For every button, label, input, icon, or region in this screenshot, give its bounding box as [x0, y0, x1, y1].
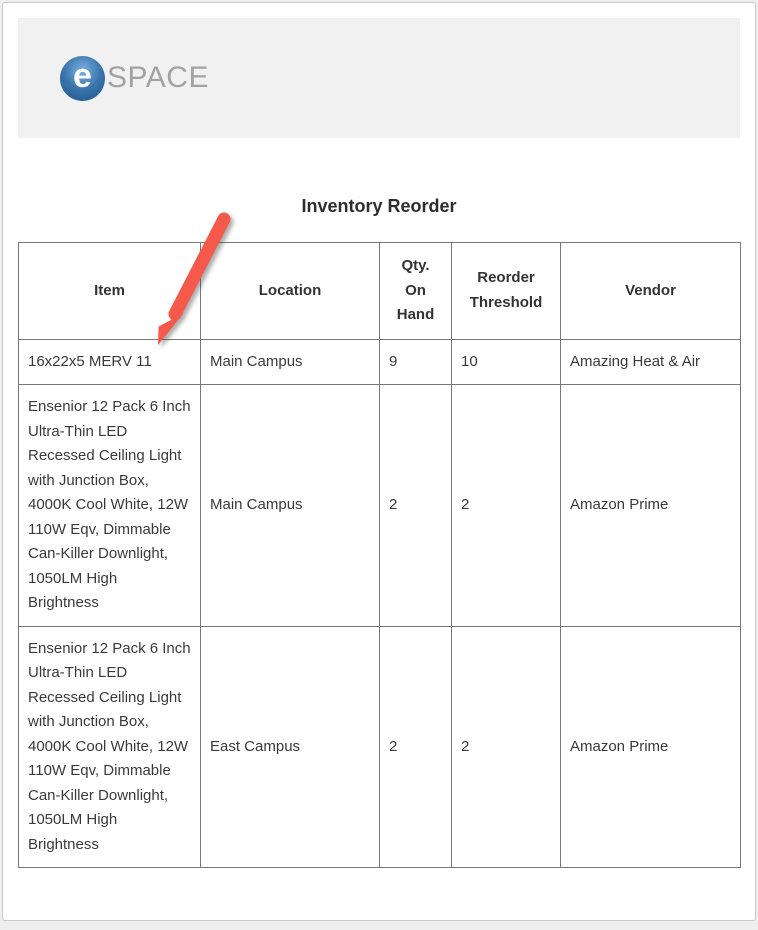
cell-vendor: Amazon Prime — [561, 385, 741, 627]
column-header-qty-on-hand: Qty. On Hand — [380, 243, 452, 340]
column-header-reorder-threshold: Reorder Threshold — [452, 243, 561, 340]
cell-location: Main Campus — [201, 385, 380, 627]
column-header-vendor: Vendor — [561, 243, 741, 340]
cell-qty-on-hand: 9 — [380, 339, 452, 385]
cell-item: Ensenior 12 Pack 6 Inch Ultra-Thin LED Recessed Ceiling Light with Junction Box, 4000K Cool White, 12W 110W Eqv, Dimmable Can-Killer Downlight, 1050LM High Brightness — [19, 385, 201, 627]
column-header-item: Item — [19, 243, 201, 340]
espace-logo-mark — [60, 56, 105, 101]
table-row — [19, 339, 741, 385]
email-page — [2, 2, 756, 921]
cell-vendor: Amazing Heat & Air — [561, 339, 741, 385]
table-header-row — [19, 243, 741, 340]
page-title: Inventory Reorder — [301, 196, 457, 216]
cell-location: East Campus — [201, 626, 380, 868]
inventory-reorder-table — [18, 242, 741, 868]
espace-logo-wordmark: SPACE — [107, 61, 209, 94]
cell-qty-on-hand: 2 — [380, 385, 452, 627]
cell-item: Ensenior 12 Pack 6 Inch Ultra-Thin LED Recessed Ceiling Light with Junction Box, 4000K Cool White, 12W 110W Eqv, Dimmable Can-Killer Downlight, 1050LM High Brightness — [19, 626, 201, 868]
cell-item: 16x22x5 MERV 11 — [19, 339, 201, 385]
table-row — [19, 626, 741, 868]
cell-reorder-threshold: 10 — [452, 339, 561, 385]
cell-vendor: Amazon Prime — [561, 626, 741, 868]
cell-location: Main Campus — [201, 339, 380, 385]
espace-logo — [60, 56, 209, 101]
column-header-location: Location — [201, 243, 380, 340]
header-band — [18, 18, 740, 138]
espace-logo-letter: e — [73, 57, 92, 95]
cell-reorder-threshold: 2 — [452, 626, 561, 868]
cell-qty-on-hand: 2 — [380, 626, 452, 868]
table-row — [19, 385, 741, 627]
cell-reorder-threshold: 2 — [452, 385, 561, 627]
